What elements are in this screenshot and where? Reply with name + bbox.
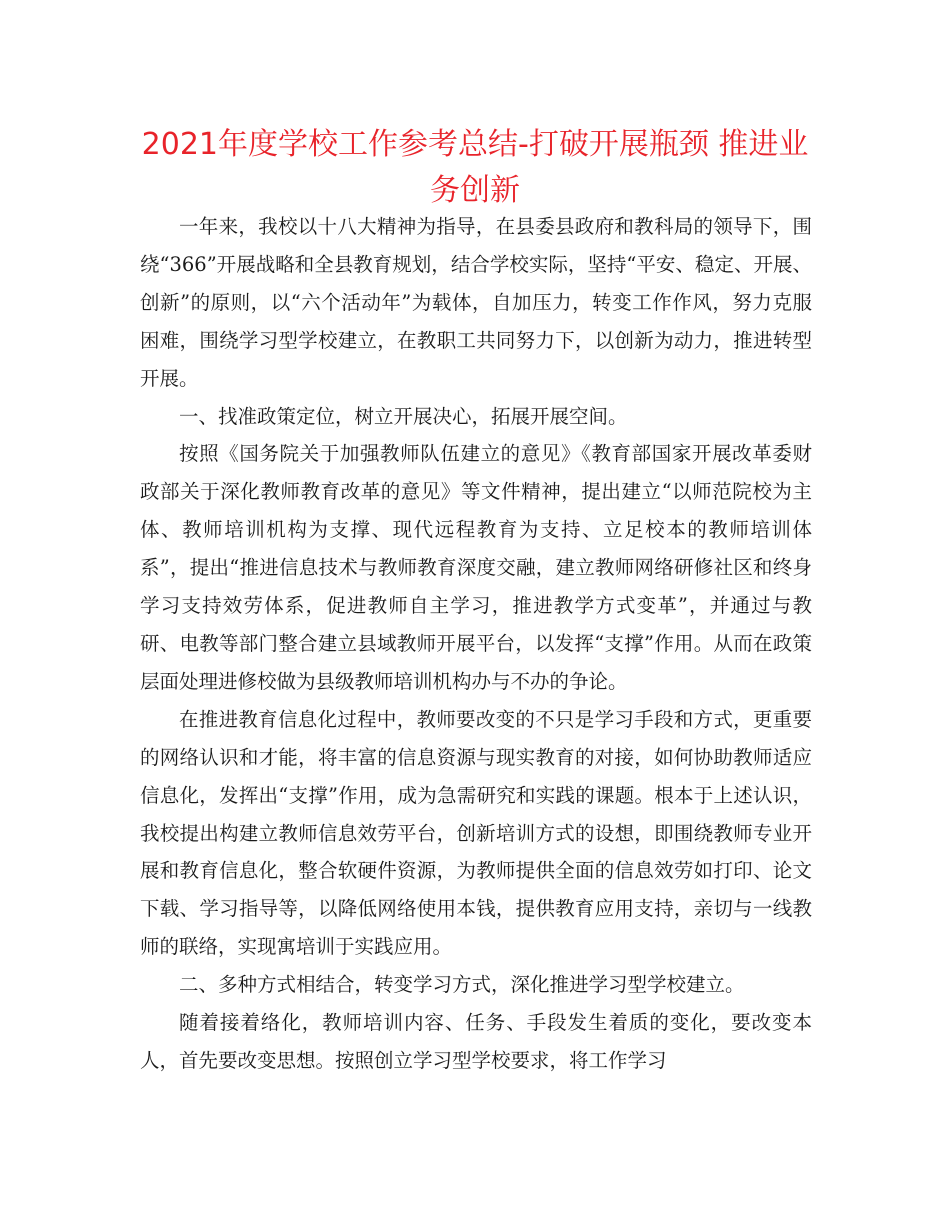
- document-title: 2021年度学校工作参考总结-打破开展瓶颈 推进业务创新: [141, 127, 809, 208]
- paragraph-informatization: 在推进教育信息化过程中，教师要改变的不只是学习手段和方式，更重要的网络认识和才能，将丰富的信息资源与现实教育的对接，如何协助教师适应信息化，发挥出“支撑”作用，成为急需研究和实践的课题。根本于上述认识，我校提出构建立教师信息效劳平台，创新培训方式的设想，即围绕教师专业开展和教育信息化，整合软硬件资源，为教师提供全面的信息效劳如打印、论文下载、学习指导等，以降低网络使用本钱，提供教育应用支持，亲切与一线教师的联络，实现寓培训于实践应用。: [140, 707, 812, 959]
- paragraph-intro: 一年来，我校以十八大精神为指导，在县委县政府和教科局的领导下，围绕“366”开展战略和全县教育规划，结合学校实际，坚持“平安、稳定、开展、创新”的原则，以“六个活动年”为载体，自加压力，转变工作作风，努力克服困难，围绕学习型学校建立，在教职工共同努力下，以创新为动力，推进转型开展。: [140, 215, 812, 390]
- paragraph-learning: 随着接着络化，教师培训内容、任务、手段发生着质的变化，要改变本人，首先要改变思想。按照创立学习型学校要求，将工作学习: [140, 1011, 812, 1072]
- paragraph-policy: 按照《国务院关于加强教师队伍建立的意见》《教育部国家开展改革委财政部关于深化教师教育改革的意见》等文件精神，提出建立“以师范院校为主体、教师培训机构为支撑、现代远程教育为支持、立足校本的教师培训体系”，提出“推进信息技术与教师教育深度交融，建立教师网络研修社区和终身学习支持效劳体系，促进教师自主学习，推进教学方式变革”，并通过与教研、电教等部门整合建立县域教师开展平台，以发挥“支撑”作用。从而在政策层面处理进修校做为县级教师培训机构办与不办的争论。: [140, 442, 812, 693]
- section-heading-1: 一、找准政策定位，树立开展决心，拓展开展空间。: [179, 404, 628, 428]
- document-body: [140, 208, 812, 1080]
- section-heading-2: 二、多种方式相结合，转变学习方式，深化推进学习型学校建立。: [179, 973, 745, 997]
